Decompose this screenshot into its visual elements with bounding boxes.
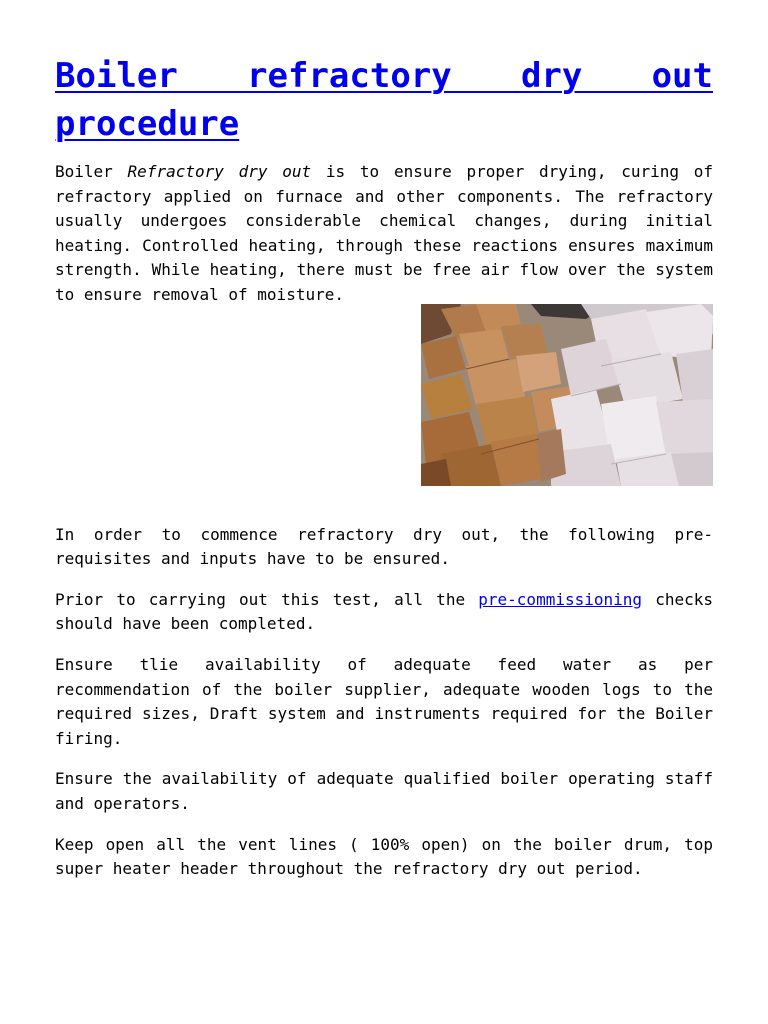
intro-paragraph xyxy=(55,160,713,308)
staff-paragraph: Ensure the availability of adequate qualified boiler operating staff and operators. xyxy=(55,769,713,813)
precommissioning-text-before: Prior to carrying out this test, all the xyxy=(55,589,479,609)
refractory-bricks-photo xyxy=(421,304,713,486)
vent-lines-paragraph: Keep open all the vent lines ( 100% open) on the boiler drum, top super heater header throughout the refractory dry out period. xyxy=(55,834,713,879)
intro-rest: is to ensure proper drying, curing of refractory applied on furnace and other components. The refractory usually undergoes considerable chemical changes, during initial heating. Controlled heating, through these reactions ensures maximum strength. While heating, there must be free air flow over the system to ensure removal of moisture. xyxy=(55,162,714,304)
pre-commissioning-link[interactable]: pre-commissioning xyxy=(478,589,643,609)
prerequisites-paragraph: In order to commence refractory dry out, the following pre-requisites and inputs have to be ensured. xyxy=(55,524,713,569)
photo-container xyxy=(55,308,713,490)
article xyxy=(55,52,713,898)
feed-water-paragraph: Ensure tlie availability of adequate feed water as per recommendation of the boiler supplier, adequate wooden logs to the required sizes, Draft system and instruments required for the Boiler firing. xyxy=(55,654,713,748)
precommissioning-text-after: checks should have been completed. xyxy=(55,589,713,634)
title-link[interactable]: Boiler refractory dry out procedure xyxy=(55,56,713,144)
precommissioning-paragraph xyxy=(55,588,713,637)
page-title xyxy=(55,52,713,148)
intro-lead: Boiler xyxy=(55,162,128,181)
intro-emphasis: Refractory dry out xyxy=(127,162,312,181)
